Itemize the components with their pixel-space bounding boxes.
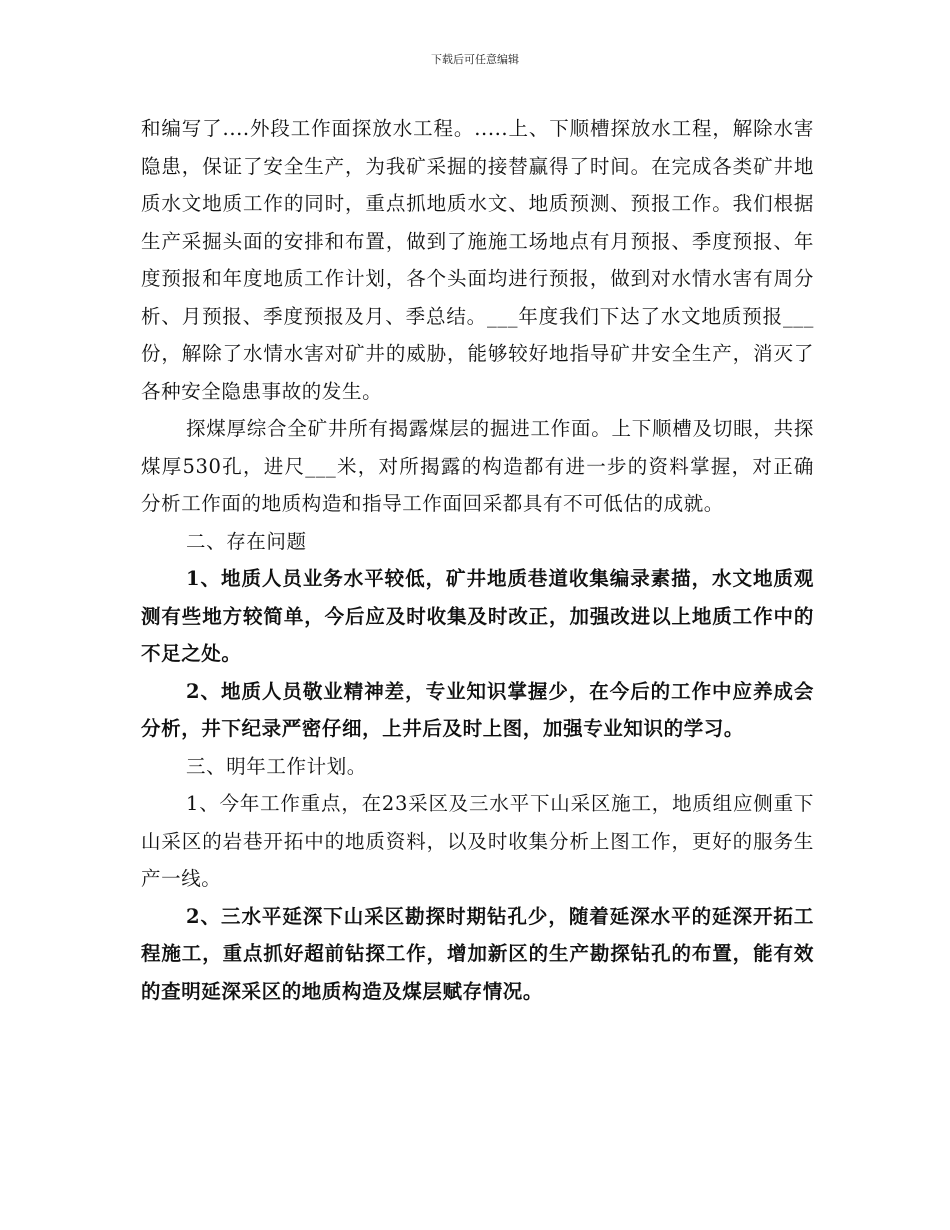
plan-item-2: 2、三水平延深下山采区勘探时期钻孔少，随着延深水平的延深开拓工程施工，重点抓好超前钻探工作，增加新区的生产勘探钻孔的布置，能有效的查明延深采区的地质构造及煤层赋存情况。 [141,904,814,1003]
document-body [141,110,814,1010]
paragraph-mine-geology-work: 和编写了....外段工作面探放水工程。.....上、下顺槽探放水工程，解除水害隐患，保证了安全生产，为我矿采掘的接替赢得了时间。在完成各类矿井地质水文地质工作的同时，重点抓地质水文、地质预测、预报工作。我们根据生产采掘头面的安排和布置，做到了施施工场地点有月预报、季度预报、年度预报和年度地质工作计划，各个头面均进行预报，做到对水情水害有周分析、月预报、季度预报及月、季总结。___年度我们下达了水文地质预报___份，解除了水情水害对矿井的威胁，能够较好地指导矿井安全生产，消灭了各种安全隐患事故的发生。 [141,117,814,403]
problem-item-2: 2、地质人员敬业精神差，专业知识掌握少，在今后的工作中应养成会分析，井下纪录严密仔细，上井后及时上图，加强专业知识的学习。 [141,679,814,740]
section-heading-existing-problems: 二、存在问题 [186,529,307,553]
section-heading-next-year-plan: 三、明年工作计划。 [186,754,367,778]
paragraph-coal-thickness-exploration: 探煤厚综合全矿井所有揭露煤层的掘进工作面。上下顺槽及切眼，共探煤厚530孔，进尺___米，对所揭露的构造都有进一步的资料掌握，对正确分析工作面的地质构造和指导工作面回采都具有不可低估的成就。 [141,417,814,515]
plan-item-1: 1、今年工作重点，在23采区及三水平下山采区施工，地质组应侧重下山采区的岩巷开拓中的地质资料，以及时收集分析上图工作，更好的服务生产一线。 [141,792,814,890]
page-header: 下载后可任意编辑 [431,53,519,66]
problem-item-1: 1、地质人员业务水平较低，矿井地质巷道收集编录素描，水文地质观测有些地方较简单，今后应及时收集及时改正，加强改进以上地质工作中的不足之处。 [141,567,814,665]
